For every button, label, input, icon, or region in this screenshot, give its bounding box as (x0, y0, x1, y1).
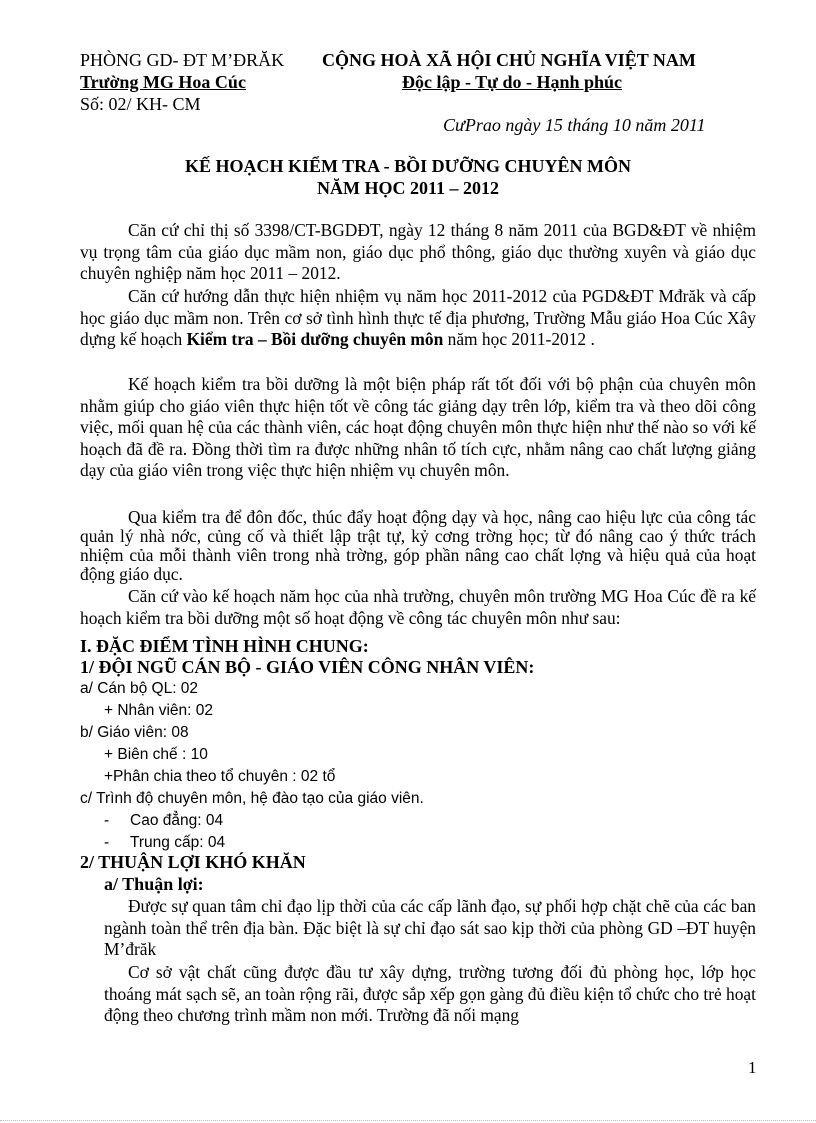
college-count: Cao đẳng: 04 (130, 812, 224, 829)
advantages-heading: a/ Thuận lợi: (104, 874, 204, 894)
document-title: KẾ HOẠCH KIỂM TRA - BỒI DƯỠNG CHUYÊN MÔN (184, 156, 632, 176)
list-bullet: - (104, 834, 110, 851)
advantages-paragraph-2: Cơ sở vật chất cũng được đầu tư xây dựng, trường tương đối đủ phòng học, lớp học thoáng mát sạch sẽ, an toàn rộng rãi, được sắp xếp gọn gàng đủ điều kiện tổ chức cho trẻ hoạt động theo chương trình mầm non mới. Trường đã nối mạng (104, 962, 756, 1025)
qualification-heading: c/ Trình độ chuyên môn, hệ đào tạo của giáo viên. (80, 790, 424, 807)
section-1-heading: I. ĐẶC ĐIỂM TÌNH HÌNH CHUNG: (80, 636, 369, 656)
page-number: 1 (748, 1058, 757, 1077)
school-year-title: NĂM HỌC 2011 – 2012 (317, 178, 499, 198)
staff-heading: 1/ ĐỘI NGŨ CÁN BỘ - GIÁO VIÊN CÔNG NHÂN VIÊN: (80, 657, 535, 677)
list-bullet: - (104, 812, 110, 829)
permanent-count: + Biên chế : 10 (104, 746, 208, 763)
school-name: Trường MG Hoa Cúc (80, 72, 246, 92)
groups-count: +Phân chia theo tổ chuyên : 02 tổ (104, 768, 336, 785)
nation-motto: Độc lập - Tự do - Hạnh phúc (402, 72, 623, 92)
teachers-count: b/ Giáo viên: 08 (80, 724, 189, 741)
plan-name-bold: Kiểm tra – Bồi dưỡng chuyên môn (186, 329, 444, 349)
directive-reference: 3398/CT-BGDĐT, (254, 220, 384, 240)
paragraph-3: Kế hoạch kiểm tra bồi dưỡng là một biện pháp rất tốt đối với bộ phận của chuyên môn nhằm giúp cho giáo viên thực hiện tốt về công tác giảng dạy trên lớp, kiểm tra và theo dõi công việc, mối quan hệ của các thành viên, các hoạt động chuyên môn thực hiện như thế nào so với kế hoạch đã đề ra. Đồng thời tìm ra được những nhân tố tích cực, nhằm nâng cao chất lượng giảng dạy của giáo viên trong việc thực hiện nhiệm vụ chuyên môn. (80, 374, 756, 480)
paragraph-5: Căn cứ vào kế hoạch năm học của nhà trường, chuyên môn trường MG Hoa Cúc đề ra kế hoạch kiểm tra bồi dưỡng một số hoạt động về công tác chuyên môn như sau: (80, 586, 756, 628)
document-date: CưPrao ngày 15 tháng 10 năm 2011 (443, 115, 706, 135)
document-number: Số: 02/ KH- CM (80, 94, 201, 114)
paragraph-4: Qua kiểm tra để đôn đốc, thúc đẩy hoạt động dạy và học, nâng cao hiệu lực của công tác quản lý nhà nớc, củng cố và thiết lập trật tự, kỷ cơng trờng học; từ đó nâng cao ý thức trách nhiệm của mỗi thành viên trong nhà trờng, góp phần nâng cao chất lợng và hiệu quả của hoạt động giáo dục. (80, 507, 756, 584)
advantages-paragraph-1: Được sự quan tâm chỉ đạo lịp thời của các cấp lãnh đạo, sự phối hợp chặt chẽ của các ban ngành toàn thể trên địa bàn. Đặc biệt là sự chỉ đạo sát sao kịp thời của phòng GD –ĐT huyện M’đrăk (104, 896, 756, 959)
managers-count: a/ Cán bộ QL: 02 (80, 680, 199, 697)
paragraph-1: Căn cứ chỉ thị số 3398/CT-BGDĐT, ngày 12 tháng 8 năm 2011 của BGD&ĐT về nhiệm vụ trọng tâm của giáo dục mầm non, giáo dục phổ thông, giáo dục thường xuyên và giáo dục chuyên nghiệp năm học 2011 – 2012. (80, 220, 756, 283)
paragraph-2: Căn cứ hướng dẫn thực hiện nhiệm vụ năm học 2011-2012 của PGD&ĐT Mđrăk và cấp học giáo dục mầm non. Trên cơ sở tình hình thực tế địa phương, Trường Mẫu giáo Hoa Cúc Xây dựng kế hoạch Kiểm tra – Bồi dưỡng chuyên môn năm học 2011-2012 . (80, 286, 756, 349)
section-2-heading: 2/ THUẬN LỢI KHÓ KHĂN (80, 852, 306, 872)
page-bottom-divider (0, 1120, 816, 1121)
intermediate-count: Trung cấp: 04 (130, 834, 226, 851)
nation-title: CỘNG HOÀ XÃ HỘI CHỦ NGHĨA VIỆT NAM (322, 50, 696, 70)
department-name: PHÒNG GD- ĐT M’ĐRĂK (80, 50, 285, 70)
staff-count: + Nhân viên: 02 (104, 702, 214, 719)
